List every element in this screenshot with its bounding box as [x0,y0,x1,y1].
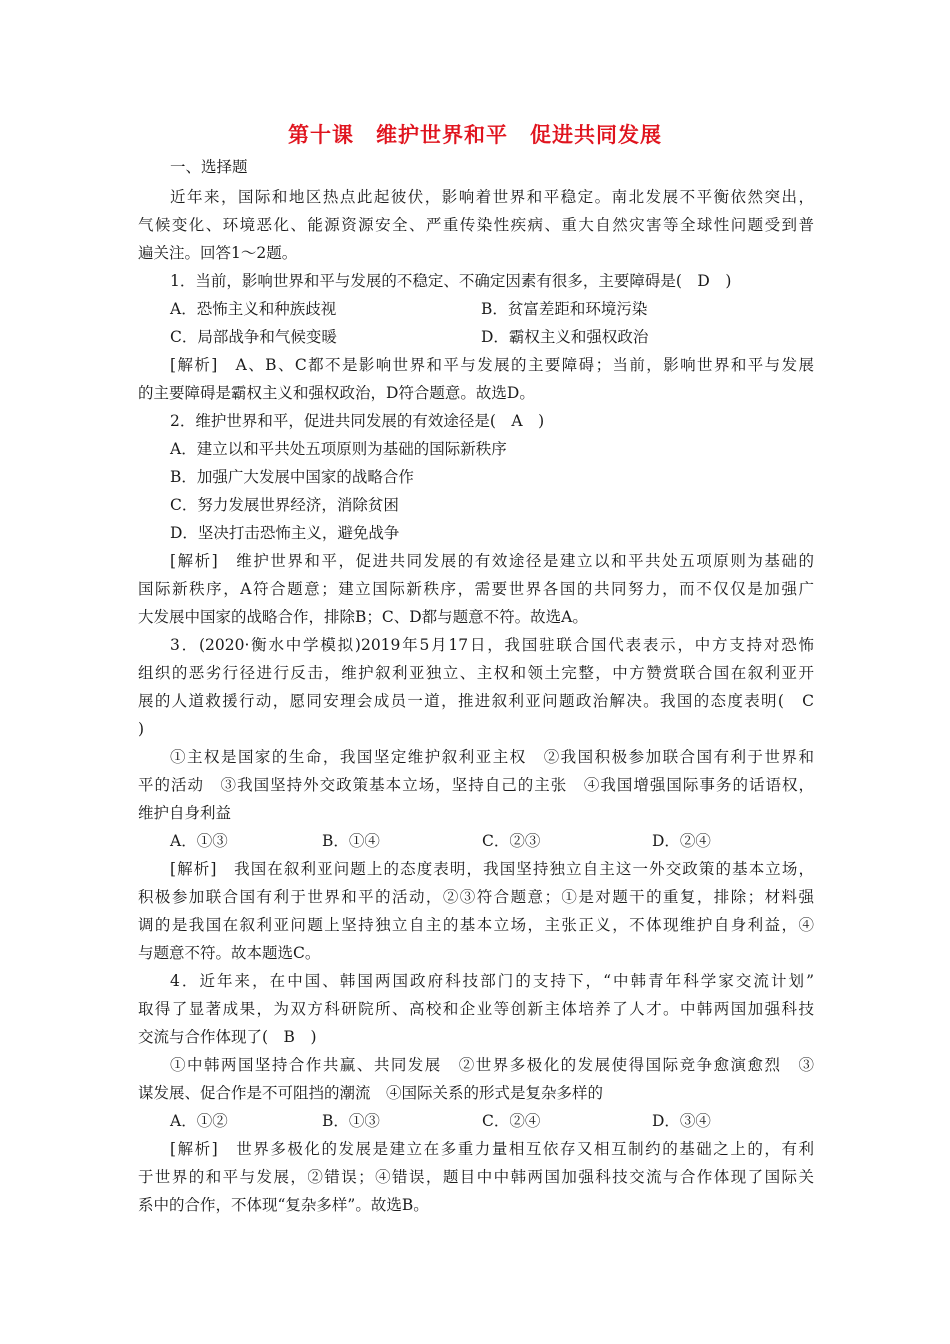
question-3-analysis: 积极参加联合国有利于世界和平的活动，②③符合题意；①是对题干的重复，排除；材料强 [138,888,814,906]
question-4-analysis: 系中的合作，不体现“复杂多样”。故选B。 [138,1196,429,1214]
question-2-stem: 2．维护世界和平，促进共同发展的有效途径是( A ) [170,412,545,430]
question-1-option-d: D．霸权主义和强权政治 [481,328,649,346]
question-2-option-c: C．努力发展世界经济，消除贫困 [170,496,399,514]
question-4-analysis: [解析] 世界多极化的发展是建立在多重力量相互依存又相互制约的基础之上的，有利 [170,1140,814,1158]
intro-line: 近年来，国际和地区热点此起彼伏，影响着世界和平稳定。南北发展不平衡依然突出， [170,188,814,206]
question-3-analysis: [解析] 我国在叙利亚问题上的态度表明，我国坚持独立自主这一外交政策的基本立场， [170,860,814,878]
question-4-option-c: C．②④ [482,1112,541,1130]
question-1-option-b: B．贫富差距和环境污染 [481,300,648,318]
page-title: 第十课 维护世界和平 促进共同发展 [288,123,662,147]
question-3-stem: 组织的恶劣行径进行反击，维护叙利亚独立、主权和领土完整，中方赞赏联合国在叙利亚开 [138,664,814,682]
question-3-analysis: 与题意不符。故本题选C。 [138,944,321,962]
question-3-option-a: A．①③ [170,832,228,850]
question-3-option-d: D．②④ [652,832,711,850]
question-3-items: ①主权是国家的生命，我国坚定维护叙利亚主权 ②我国积极参加联合国有利于世界和 [170,748,814,766]
question-1-option-a: A．恐怖主义和种族歧视 [170,300,337,318]
question-4-option-a: A．①② [170,1112,228,1130]
question-3-analysis: 调的是我国在叙利亚问题上坚持独立自主的基本立场，主张正义，不体现维护自身利益，④ [138,916,814,934]
question-3-items: 维护自身利益 [138,804,232,822]
question-1-stem: 1．当前，影响世界和平与发展的不稳定、不确定因素有很多，主要障碍是( D ) [170,272,732,290]
question-4-stem: 4．近年来，在中国、韩国两国政府科技部门的支持下，“中韩青年科学家交流计划” [170,972,814,990]
question-3-option-b: B．①④ [322,832,380,850]
question-4-analysis: 于世界的和平与发展，②错误；④错误，题目中中韩两国加强科技交流与合作体现了国际关 [138,1168,814,1186]
intro-line: 遍关注。回答1～2题。 [138,244,298,262]
question-4-option-b: B．①③ [322,1112,380,1130]
question-4-stem: 交流与合作体现了( B ) [138,1028,317,1046]
question-3-stem: 展的人道救援行动，愿同安理会成员一道，推进叙利亚问题政治解决。我国的态度表明( C [138,692,814,710]
question-2-option-b: B．加强广大发展中国家的战略合作 [170,468,414,486]
question-2-option-d: D．坚决打击恐怖主义，避免战争 [170,524,400,542]
question-4-items: 谋发展、促合作是不可阻挡的潮流 ④国际关系的形式是复杂多样的 [138,1084,604,1102]
question-2-analysis: 大发展中国家的战略合作，排除B；C、D都与题意不符。故选A。 [138,608,588,626]
question-4-items: ①中韩两国坚持合作共赢、共同发展 ②世界多极化的发展使得国际竞争愈演愈烈 ③ [170,1056,814,1074]
question-1-analysis: 的主要障碍是霸权主义和强权政治，D符合题意。故选D。 [138,384,535,402]
question-3-option-c: C．②③ [482,832,541,850]
question-2-option-a: A．建立以和平共处五项原则为基础的国际新秩序 [170,440,507,458]
question-4-option-d: D．③④ [652,1112,711,1130]
question-3-stem: ) [138,720,145,738]
question-3-items: 平的活动 ③我国坚持外交政策基本立场，坚持自己的主张 ④我国增强国际事务的话语权， [138,776,814,794]
section-heading: 一、选择题 [170,158,248,176]
question-4-stem: 取得了显著成果，为双方科研院所、高校和企业等创新主体培养了人才。中韩两国加强科技 [138,1000,814,1018]
question-3-stem: 3．(2020·衡水中学模拟)2019年5月17日，我国驻联合国代表表示，中方支持对恐怖 [170,636,814,654]
question-2-analysis: [解析] 维护世界和平，促进共同发展的有效途径是建立以和平共处五项原则为基础的 [170,552,814,570]
intro-line: 气候变化、环境恶化、能源资源安全、严重传染性疾病、重大自然灾害等全球性问题受到普 [138,216,814,234]
question-1-option-c: C．局部战争和气候变暖 [170,328,337,346]
question-2-analysis: 国际新秩序，A符合题意；建立国际新秩序，需要世界各国的共同努力，而不仅仅是加强广 [138,580,814,598]
question-1-analysis: [解析] A、B、C都不是影响世界和平与发展的主要障碍；当前，影响世界和平与发展 [170,356,814,374]
